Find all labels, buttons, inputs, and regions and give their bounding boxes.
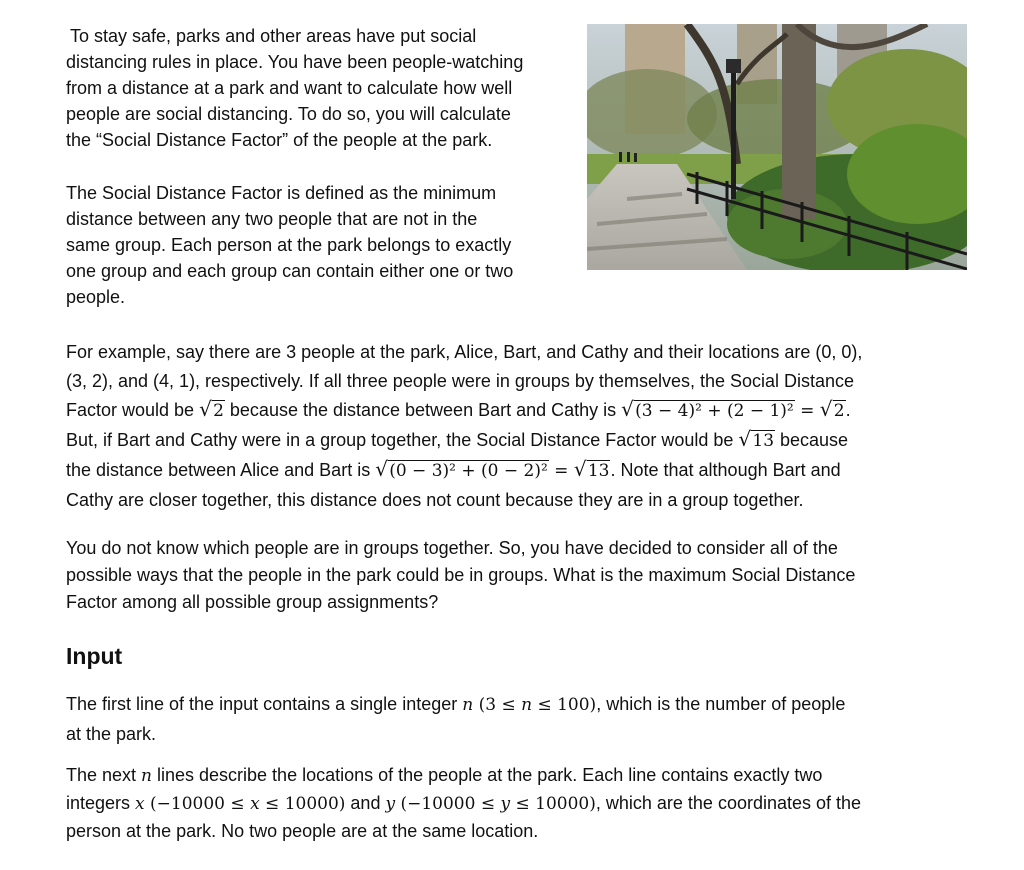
- question-paragraph: [66, 535, 966, 616]
- sqrt-radicand: 2: [213, 401, 224, 421]
- text-span: the distance between Alice and Bart is: [66, 460, 376, 480]
- sqrt-radicand: 2: [833, 401, 845, 421]
- input-paragraph-1: [66, 690, 966, 749]
- math-text: ≤ 100): [532, 695, 597, 715]
- math-variable: n: [141, 766, 152, 786]
- sqrt-radicand: (3 − 4)² + (2 − 1)²: [635, 401, 794, 421]
- math-variable: n: [462, 695, 474, 715]
- sqrt-radicand: (0 − 3)² + (0 − 2)²: [389, 461, 548, 481]
- text-span: The next: [66, 765, 142, 785]
- text-span: integers: [66, 793, 136, 813]
- input-paragraph-2: [66, 762, 966, 845]
- text-line: [66, 762, 966, 790]
- text-line: (3, 2), and (4, 1), respectively. If all three people were in groups by themselves, the Social Distance: [66, 371, 855, 391]
- text-span: lines describe the locations of the people at the park. Each line contains exactly two: [152, 765, 823, 785]
- sqrt-expression: [199, 397, 225, 426]
- text-span: , which is the number of people: [596, 694, 846, 714]
- math-text: (3 ≤: [473, 695, 522, 715]
- math-text: (−10000 ≤: [395, 794, 501, 814]
- text-line: [66, 456, 966, 486]
- sqrt-expression: [738, 427, 775, 456]
- text-line: You do not know which people are in groups together. So, you have decided to consider all of the: [66, 538, 838, 558]
- intro-paragraph-2: [66, 180, 576, 310]
- text-span: because the distance between Bart and Cathy is: [224, 400, 622, 420]
- text-line: distancing rules in place. You have been people-watching: [66, 52, 524, 72]
- math-variable: x: [135, 794, 145, 814]
- text-line: Factor among all possible group assignments?: [66, 592, 439, 612]
- text-span: But, if Bart and Cathy were in a group together, the Social Distance Factor would be: [66, 430, 739, 450]
- text-line: To stay safe, parks and other areas have put social: [70, 26, 477, 46]
- equals-sign: =: [794, 401, 820, 421]
- example-paragraph: [66, 338, 966, 515]
- text-span: because: [775, 430, 849, 450]
- text-span: . Note that although Bart and: [610, 460, 841, 480]
- text-line: [66, 396, 966, 426]
- text-span: .: [845, 400, 851, 420]
- text-line: The Social Distance Factor is defined as the minimum: [66, 183, 497, 203]
- text-line: same group. Each person at the park belongs to exactly: [66, 235, 512, 255]
- text-line: [66, 690, 966, 720]
- text-span: , which are the coordinates of the: [595, 793, 862, 813]
- text-line: person at the park. No two people are at the same location.: [66, 821, 539, 841]
- text-line: For example, say there are 3 people at the park, Alice, Bart, and Cathy and their locations are (0, 0),: [66, 342, 863, 362]
- text-span: Factor would be: [66, 400, 200, 420]
- text-line: people are social distancing. To do so, you will calculate: [66, 104, 511, 124]
- sqrt-expression: [375, 457, 549, 486]
- text-line: distance between any two people that are not in the: [66, 209, 478, 229]
- sqrt-radicand: 13: [587, 461, 610, 481]
- text-line: [66, 790, 966, 818]
- math-text: ≤ 10000): [510, 794, 596, 814]
- text-line: [66, 426, 966, 456]
- park-photo: [587, 24, 967, 270]
- equals-sign: =: [548, 461, 574, 481]
- sqrt-expression: [574, 457, 611, 486]
- sqrt-radicand: 13: [752, 431, 775, 451]
- text-line: people.: [66, 287, 126, 307]
- sqrt-expression: [621, 397, 795, 426]
- math-variable: x: [250, 794, 260, 814]
- section-heading-input: Input: [66, 643, 123, 669]
- math-variable: n: [521, 695, 533, 715]
- text-span: The first line of the input contains a single integer: [66, 694, 463, 714]
- text-line: at the park.: [66, 724, 157, 744]
- math-variable: y: [500, 794, 511, 814]
- intro-paragraph-1: [66, 23, 576, 153]
- math-variable: y: [385, 794, 396, 814]
- text-line: Cathy are closer together, this distance does not count because they are in a group together.: [66, 490, 804, 510]
- math-text: ≤ 10000): [259, 794, 346, 814]
- text-line: possible ways that the people in the park could be in groups. What is the maximum Social Distance: [66, 565, 856, 585]
- text-line: the “Social Distance Factor” of the people at the park.: [66, 130, 493, 150]
- math-text: (−10000 ≤: [144, 794, 251, 814]
- sqrt-expression: [820, 397, 846, 426]
- text-line: one group and each group can contain either one or two: [66, 261, 514, 281]
- text-span: and: [345, 793, 386, 813]
- text-line: from a distance at a park and want to calculate how well: [66, 78, 513, 98]
